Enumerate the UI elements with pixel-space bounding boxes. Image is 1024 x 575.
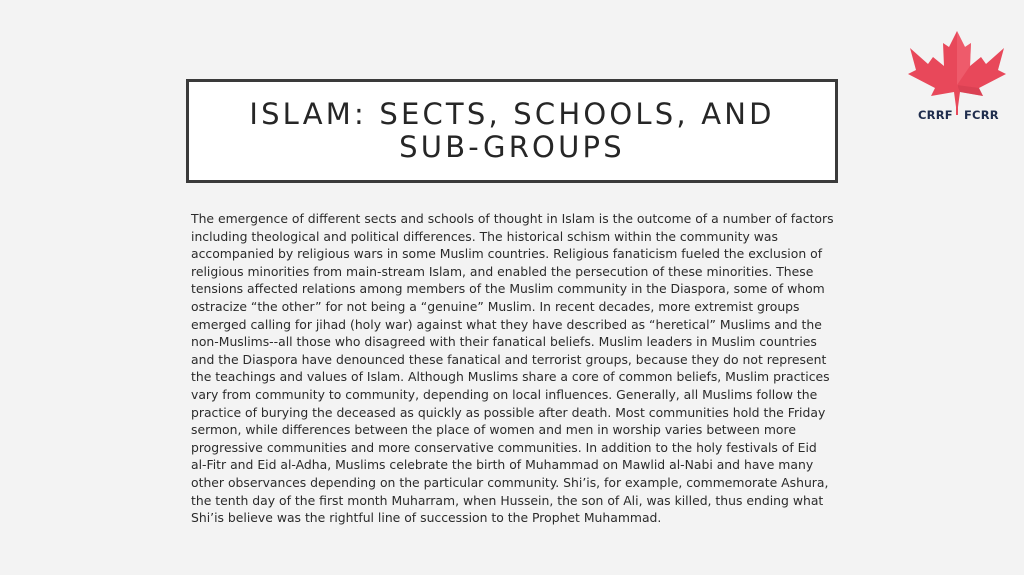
logo-label-crrf: CRRF: [918, 108, 953, 122]
slide-body-text: The emergence of different sects and schools of thought in Islam is the outcome of a number of factors including theological and political differences. The historical schism within the community was accompanied by religious wars in some Muslim countries. Religious fanaticism fueled the exclusion of religious minorities from main-stream Islam, and enabled the persecution of these minorities. These tensions affected relations among members of the Muslim community in the Diaspora, some of whom ostracize “the other” for not being a “genuine” Muslim. In recent decades, more extremist groups emerged calling for jihad (holy war) against what they have described as “heretical” Muslims and the non-Muslims--all those who disagreed with their fanatical beliefs. Muslim leaders in Muslim countries and the Diaspora have denounced these fanatical and terrorist groups, because they do not represent the teachings and values of Islam. Although Muslims share a core of common beliefs, Muslim practices vary from community to community, depending on local influences. Generally, all Muslims follow the practice of burying the deceased as quickly as possible after death. Most communities hold the Friday sermon, while differences between the place of women and men in worship varies between more progressive communities and more conservative communities. In addition to the holy festivals of Eid al-Fitr and Eid al-Adha, Muslims celebrate the birth of Muhammad on Mawlid al-Nabi and have many other observances depending on the particular community. Shi’is, for example, commemorate Ashura, the tenth day of the first month Muharram, when Hussein, the son of Ali, was killed, thus ending what Shi’is believe was the rightful line of succession to the Prophet Muhammad.: [191, 211, 834, 526]
logo-label-fcrr: FCRR: [964, 108, 999, 122]
title-box: [186, 79, 838, 183]
crrf-fcrr-logo: [907, 30, 1007, 122]
slide-title: ISLAM: SECTS, SCHOOLS, AND SUB-GROUPS: [249, 97, 775, 164]
